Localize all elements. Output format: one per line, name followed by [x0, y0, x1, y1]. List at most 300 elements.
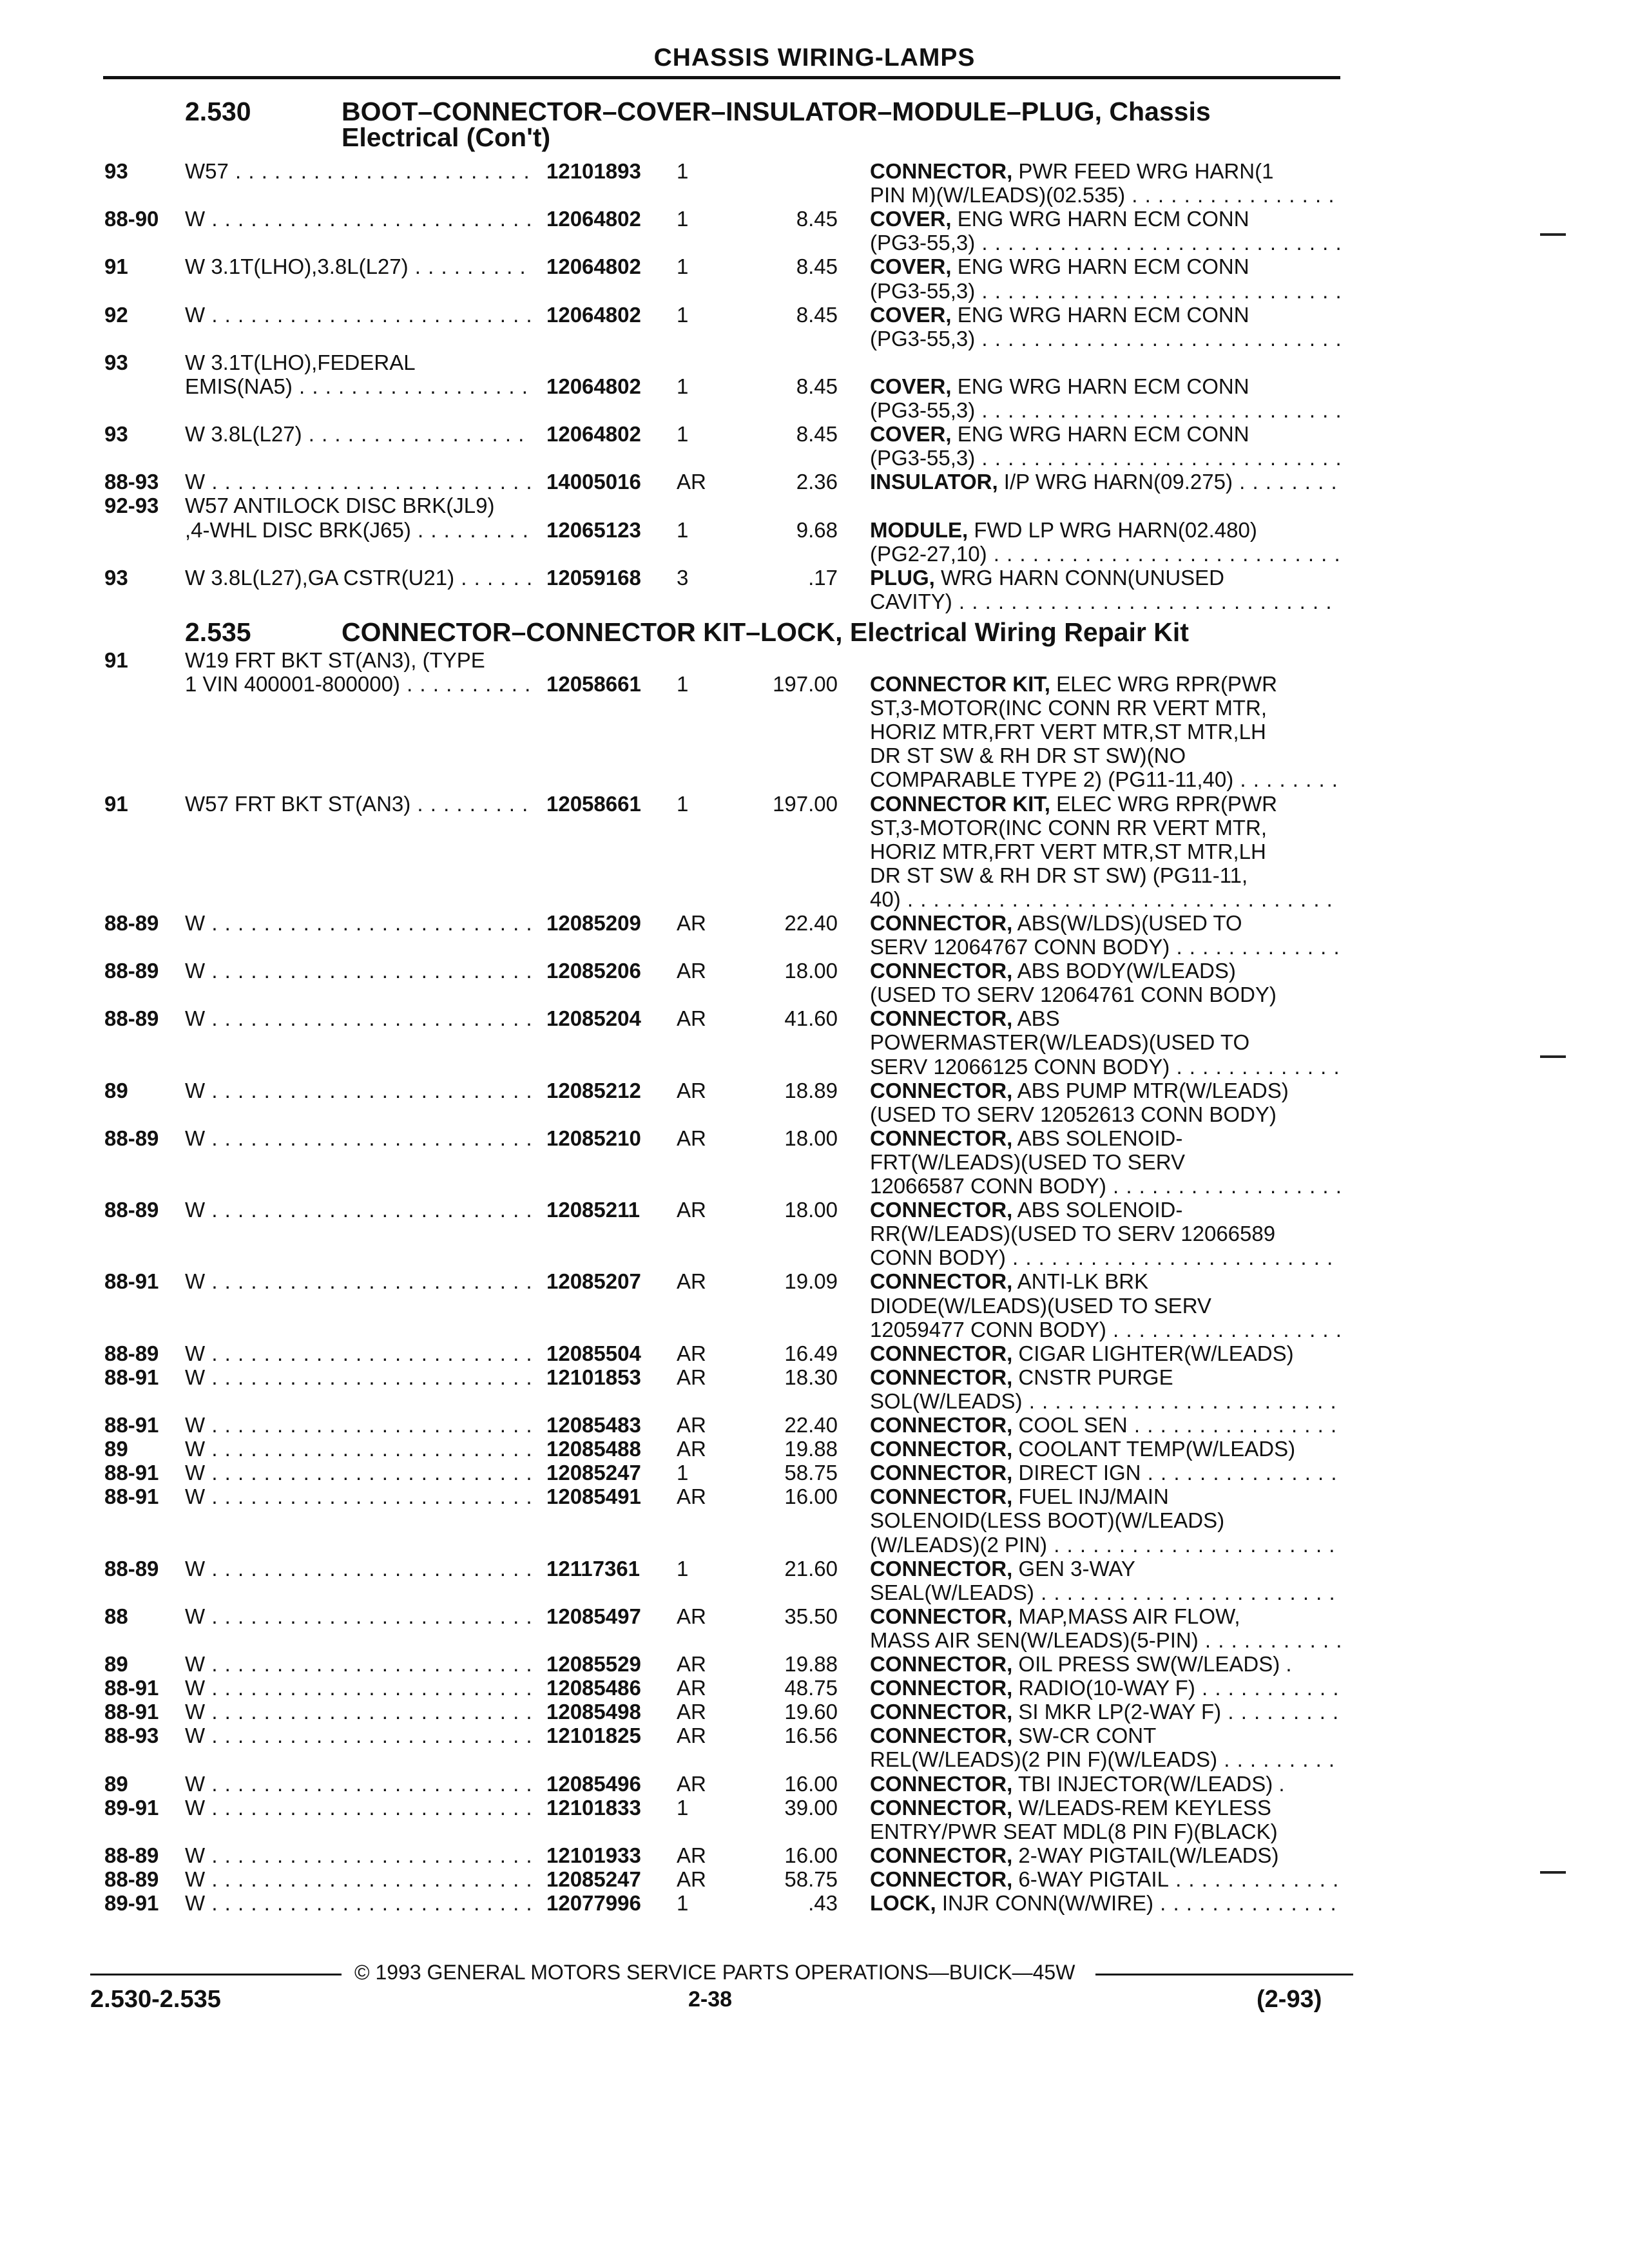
part-name: [870, 1796, 1340, 1820]
model-years: 88: [104, 1604, 128, 1628]
table-row-continuation: [0, 542, 1629, 566]
usage-description: W . . .: [185, 303, 533, 327]
part-name-detail: ABS PUMP MTR(W/LEADS): [1012, 1079, 1289, 1102]
model-years: 91: [104, 792, 128, 816]
table-row: [0, 1485, 1629, 1508]
part-name: [870, 1461, 1340, 1485]
table-row: [0, 1796, 1629, 1820]
part-number: 12085483: [546, 1413, 641, 1437]
table-row-continuation: [0, 1581, 1629, 1604]
footer-date: (2-93): [1257, 1986, 1322, 2013]
usage-description: W 3.1T(LHO),FEDERAL: [185, 351, 416, 374]
part-name: [870, 983, 1340, 1006]
table-row: [0, 374, 1629, 398]
part-name: [870, 422, 1340, 446]
usage-description: W . . .: [185, 1413, 533, 1437]
model-years: 88-89: [104, 911, 159, 935]
usage-description: W . . .: [185, 470, 533, 494]
quantity: AR: [677, 1843, 706, 1867]
quantity: AR: [677, 1341, 706, 1365]
table-row: [0, 792, 1629, 816]
model-years: 91: [104, 255, 128, 278]
table-row: [0, 494, 1629, 517]
part-name: [870, 255, 1340, 278]
part-name: [870, 1389, 1340, 1413]
price: 197.00: [773, 792, 838, 816]
part-name-detail: (PG3-55,3): [870, 279, 976, 303]
table-row-continuation: [0, 279, 1629, 303]
table-row-continuation: [0, 1389, 1629, 1413]
part-name-detail: INJR CONN(W/WIRE): [936, 1891, 1153, 1915]
table-row-continuation: [0, 1508, 1629, 1532]
model-years: 89: [104, 1772, 128, 1796]
part-name: [870, 672, 1340, 696]
part-name-noun: CONNECTOR,: [870, 1652, 1013, 1676]
part-name: [870, 1604, 1340, 1628]
price: 39.00: [784, 1796, 838, 1820]
usage-description: W . . .: [185, 1198, 533, 1222]
part-number: 12085497: [546, 1604, 641, 1628]
model-years: 93: [104, 351, 128, 374]
part-number: 12064802: [546, 303, 641, 327]
part-name: [870, 1341, 1340, 1365]
table-row-continuation: [0, 720, 1629, 744]
part-name-detail: ABS(W/LDS)(USED TO: [1012, 911, 1242, 935]
quantity: 1: [677, 1557, 689, 1581]
part-name: [870, 1533, 1340, 1557]
part-name-noun: CONNECTOR,: [870, 1867, 1013, 1891]
part-name: [870, 1820, 1340, 1843]
model-years: 89: [104, 1079, 128, 1102]
usage-description: W . . .: [185, 1079, 533, 1102]
table-row: [0, 1772, 1629, 1796]
usage-description: W . . .: [185, 1437, 533, 1461]
table-row-continuation: [0, 446, 1629, 470]
part-name: [870, 767, 1340, 791]
model-years: 88-90: [104, 207, 159, 231]
part-name: [870, 1102, 1340, 1126]
price: 8.45: [796, 303, 838, 327]
part-number: 12085247: [546, 1461, 641, 1485]
footer-section-range: 2.530-2.535: [90, 1986, 221, 2013]
part-name-detail: COOL SEN: [1012, 1413, 1128, 1437]
usage-description: W . . .: [185, 1269, 533, 1293]
part-number: 12085529: [546, 1652, 641, 1676]
footer-rule-right: [1095, 1974, 1353, 1975]
part-name: [870, 183, 1340, 207]
part-name-detail: ST,3-MOTOR(INC CONN RR VERT MTR,: [870, 816, 1268, 840]
model-years: 88-91: [104, 1700, 159, 1724]
part-number: 12101833: [546, 1796, 641, 1820]
table-row: [0, 1269, 1629, 1293]
part-name: [870, 887, 1340, 911]
part-name-detail: SERV 12066125 CONN BODY): [870, 1055, 1170, 1079]
quantity: 1: [677, 1891, 689, 1915]
part-number: 12101933: [546, 1843, 641, 1867]
price: 19.60: [784, 1700, 838, 1724]
model-years: 89: [104, 1652, 128, 1676]
usage-description: W . . .: [185, 1891, 533, 1915]
part-name: [870, 1126, 1340, 1150]
model-years: 88-89: [104, 1198, 159, 1222]
model-years: 89: [104, 1437, 128, 1461]
quantity: AR: [677, 1485, 706, 1508]
part-name-detail: MASS AIR SEN(W/LEADS)(5-PIN): [870, 1628, 1199, 1652]
part-number: 14005016: [546, 470, 641, 494]
usage-description: W57 ANTILOCK DISC BRK(JL9): [185, 494, 495, 517]
section-number: 2.535: [185, 617, 251, 647]
part-name: [870, 1174, 1340, 1198]
part-name-noun: CONNECTOR,: [870, 1006, 1013, 1030]
price: 48.75: [784, 1676, 838, 1700]
model-years: 91: [104, 648, 128, 672]
part-number: 12085504: [546, 1341, 641, 1365]
part-name-detail: (PG2-27,10): [870, 542, 987, 566]
table-row-continuation: [0, 1318, 1629, 1341]
quantity: AR: [677, 1079, 706, 1102]
usage-description: W . . .: [185, 1341, 533, 1365]
part-number: 12085498: [546, 1700, 641, 1724]
model-years: 88-89: [104, 1006, 159, 1030]
table-row-continuation: [0, 1174, 1629, 1198]
table-row: [0, 1006, 1629, 1030]
model-years: 88-93: [104, 1724, 159, 1747]
model-years: 88-89: [104, 1126, 159, 1150]
table-row: [0, 518, 1629, 542]
quantity: 1: [677, 1461, 689, 1485]
price: 2.36: [796, 470, 838, 494]
usage-description: ,4-WHL DISC BRK(J65) . . .: [185, 518, 533, 542]
quantity: AR: [677, 1867, 706, 1891]
part-number: 12085207: [546, 1269, 641, 1293]
part-name-noun: CONNECTOR,: [870, 1126, 1013, 1150]
price: 41.60: [784, 1006, 838, 1030]
usage-description: W . . .: [185, 1652, 533, 1676]
part-name-detail: ENG WRG HARN ECM CONN: [951, 303, 1249, 327]
part-name-detail: ELEC WRG RPR(PWR: [1050, 792, 1277, 816]
part-name: [870, 1891, 1340, 1915]
part-name: [870, 959, 1340, 983]
part-name-detail: ABS: [1012, 1006, 1060, 1030]
part-name-detail: SI MKR LP(2-WAY F): [1012, 1700, 1222, 1724]
quantity: 1: [677, 303, 689, 327]
table-row-continuation: [0, 1055, 1629, 1079]
part-name-detail: 40): [870, 887, 901, 911]
usage-description: W . . .: [185, 1557, 533, 1581]
price: 16.49: [784, 1341, 838, 1365]
part-name-noun: CONNECTOR,: [870, 1700, 1013, 1724]
quantity: 1: [677, 792, 689, 816]
table-row-continuation: [0, 1030, 1629, 1054]
part-name-noun: CONNECTOR KIT,: [870, 792, 1050, 816]
price: 18.00: [784, 959, 838, 983]
table-row: [0, 672, 1629, 696]
part-name-detail: (PG3-55,3): [870, 231, 976, 255]
model-years: 88-91: [104, 1269, 159, 1293]
part-name-detail: (W/LEADS)(2 PIN): [870, 1533, 1048, 1557]
part-number: 12101853: [546, 1365, 641, 1389]
usage-description: W . . .: [185, 1365, 533, 1389]
part-name: [870, 1079, 1340, 1102]
part-name-noun: COVER,: [870, 422, 952, 446]
usage-description: W . . .: [185, 1676, 533, 1700]
table-row-continuation: [0, 590, 1629, 613]
usage-description: W . . .: [185, 1772, 533, 1796]
part-name: [870, 1508, 1340, 1532]
part-name: [870, 231, 1340, 255]
part-name-noun: CONNECTOR,: [870, 1796, 1013, 1820]
part-name-detail: 6-WAY PIGTAIL: [1012, 1867, 1169, 1891]
part-name-detail: FWD LP WRG HARN(02.480): [968, 518, 1257, 542]
model-years: 92: [104, 303, 128, 327]
part-name-noun: CONNECTOR,: [870, 1772, 1013, 1796]
part-name-detail: OIL PRESS SW(W/LEADS) .: [1012, 1652, 1292, 1676]
table-row-continuation: [0, 816, 1629, 840]
part-name-detail: (PG3-55,3): [870, 327, 976, 351]
footer-page-number: 2-38: [688, 1987, 733, 2012]
price: 18.00: [784, 1198, 838, 1222]
model-years: 88-91: [104, 1676, 159, 1700]
price: 8.45: [796, 207, 838, 231]
part-number: 12059168: [546, 566, 641, 590]
quantity: AR: [677, 1413, 706, 1437]
usage-description: W . . .: [185, 1700, 533, 1724]
part-name: [870, 1724, 1340, 1747]
table-row: [0, 470, 1629, 494]
part-name-noun: COVER,: [870, 207, 952, 231]
table-row-continuation: [0, 1102, 1629, 1126]
price: 18.89: [784, 1079, 838, 1102]
part-name: [870, 744, 1340, 767]
part-name: [870, 1245, 1340, 1269]
part-name: [870, 279, 1340, 303]
usage-description: W . . .: [185, 207, 533, 231]
part-name: [870, 792, 1340, 816]
part-name: [870, 696, 1340, 720]
part-number: 12058661: [546, 672, 641, 696]
part-name: [870, 207, 1340, 231]
model-years: 89-91: [104, 1891, 159, 1915]
table-row-continuation: [0, 863, 1629, 887]
quantity: 1: [677, 672, 689, 696]
part-name-detail: CONN BODY): [870, 1245, 1006, 1269]
part-name-noun: INSULATOR,: [870, 470, 998, 494]
table-row-continuation: [0, 1747, 1629, 1771]
part-name-detail: 12066587 CONN BODY): [870, 1174, 1106, 1198]
margin-mark: [1540, 1055, 1566, 1058]
quantity: AR: [677, 911, 706, 935]
price: 197.00: [773, 672, 838, 696]
part-name-noun: CONNECTOR,: [870, 1461, 1013, 1485]
part-name-detail: W/LEADS-REM KEYLESS: [1012, 1796, 1271, 1820]
part-name: [870, 1365, 1340, 1389]
table-row: [0, 1724, 1629, 1747]
part-name-noun: CONNECTOR,: [870, 1365, 1013, 1389]
part-number: 12064802: [546, 207, 641, 231]
part-name-noun: CONNECTOR,: [870, 1843, 1013, 1867]
usage-description: W19 FRT BKT ST(AN3), (TYPE: [185, 648, 485, 672]
model-years: 93: [104, 422, 128, 446]
part-name-detail: ABS BODY(W/LEADS): [1012, 959, 1236, 983]
part-name: [870, 1747, 1340, 1771]
part-name: [870, 1772, 1340, 1796]
table-row: [0, 159, 1629, 183]
part-name-detail: GEN 3-WAY: [1012, 1557, 1135, 1581]
table-row-continuation: [0, 887, 1629, 911]
table-row-continuation: [0, 744, 1629, 767]
part-name-noun: PLUG,: [870, 566, 935, 590]
part-name: [870, 1055, 1340, 1079]
usage-description: W . . .: [185, 959, 533, 983]
part-name: [870, 1652, 1340, 1676]
usage-description: W . . .: [185, 1006, 533, 1030]
part-number: 12101893: [546, 159, 641, 183]
part-name-detail: 2-WAY PIGTAIL(W/LEADS): [1012, 1843, 1279, 1867]
part-name-detail: ST,3-MOTOR(INC CONN RR VERT MTR,: [870, 696, 1268, 720]
quantity: AR: [677, 1772, 706, 1796]
usage-description: W . . .: [185, 1724, 533, 1747]
model-years: 88-89: [104, 1341, 159, 1365]
table-row: [0, 1413, 1629, 1437]
price: 8.45: [796, 255, 838, 278]
part-name: [870, 911, 1340, 935]
part-number: 12085491: [546, 1485, 641, 1508]
usage-description: W . . .: [185, 911, 533, 935]
part-number: 12065123: [546, 518, 641, 542]
table-row-continuation: [0, 1222, 1629, 1245]
part-name: [870, 1628, 1340, 1652]
quantity: AR: [677, 959, 706, 983]
usage-description: W 3.1T(LHO),3.8L(L27) . . .: [185, 255, 533, 278]
part-name-detail: ANTI-LK BRK: [1012, 1269, 1149, 1293]
table-row: [0, 1557, 1629, 1581]
table-row: [0, 422, 1629, 446]
table-row: [0, 911, 1629, 935]
table-row-continuation: [0, 1150, 1629, 1174]
part-name-detail: POWERMASTER(W/LEADS)(USED TO: [870, 1030, 1250, 1054]
part-name: [870, 720, 1340, 744]
price: .17: [808, 566, 838, 590]
price: 18.00: [784, 1126, 838, 1150]
price: 19.88: [784, 1652, 838, 1676]
quantity: AR: [677, 1676, 706, 1700]
usage-description: W57 . . .: [185, 159, 533, 183]
model-years: 88-91: [104, 1365, 159, 1389]
part-name: [870, 542, 1340, 566]
part-name-detail: DIRECT IGN: [1012, 1461, 1141, 1485]
part-name: [870, 518, 1340, 542]
table-row-continuation: [0, 398, 1629, 422]
table-row: [0, 1700, 1629, 1724]
part-name: [870, 303, 1340, 327]
part-name-detail: HORIZ MTR,FRT VERT MTR,ST MTR,LH: [870, 720, 1266, 744]
part-name-noun: CONNECTOR,: [870, 1604, 1013, 1628]
part-name-detail: ENG WRG HARN ECM CONN: [951, 374, 1249, 398]
part-name-detail: ENG WRG HARN ECM CONN: [951, 207, 1249, 231]
table-row: [0, 1891, 1629, 1915]
header-rule: [103, 76, 1340, 79]
part-name: [870, 840, 1340, 863]
part-name: [870, 1843, 1340, 1867]
page-header: CHASSIS WIRING-LAMPS: [653, 44, 976, 72]
part-name: [870, 159, 1340, 183]
price: 19.88: [784, 1437, 838, 1461]
usage-description: W57 FRT BKT ST(AN3) . . .: [185, 792, 533, 816]
quantity: AR: [677, 1724, 706, 1747]
table-row-continuation: [0, 696, 1629, 720]
table-row: [0, 648, 1629, 672]
quantity: AR: [677, 1126, 706, 1150]
section-title-cont: Electrical (Con't): [342, 122, 551, 152]
table-row: [0, 1079, 1629, 1102]
table-row: [0, 959, 1629, 983]
price: 16.00: [784, 1772, 838, 1796]
part-name: [870, 1485, 1340, 1508]
table-row: [0, 1437, 1629, 1461]
part-number: 12077996: [546, 1891, 641, 1915]
quantity: 1: [677, 374, 689, 398]
table-row: [0, 1604, 1629, 1628]
table-row: [0, 1867, 1629, 1891]
table-row: [0, 566, 1629, 590]
usage-description: W 3.8L(L27),GA CSTR(U21) . . .: [185, 566, 533, 590]
part-number: 12085212: [546, 1079, 641, 1102]
table-row-continuation: [0, 840, 1629, 863]
part-name-detail: COOLANT TEMP(W/LEADS): [1012, 1437, 1296, 1461]
quantity: AR: [677, 1437, 706, 1461]
part-number: 12064802: [546, 255, 641, 278]
part-name-detail: ENG WRG HARN ECM CONN: [951, 255, 1249, 278]
usage-description: W . . .: [185, 1485, 533, 1508]
part-name: [870, 816, 1340, 840]
part-number: 12085210: [546, 1126, 641, 1150]
model-years: 88-89: [104, 1867, 159, 1891]
price: 16.00: [784, 1843, 838, 1867]
part-name: [870, 470, 1340, 494]
footer-copyright: © 1993 GENERAL MOTORS SERVICE PARTS OPERATIONS—BUICK—45W: [354, 1961, 1075, 1984]
price: 58.75: [784, 1867, 838, 1891]
table-row: [0, 1126, 1629, 1150]
price: 58.75: [784, 1461, 838, 1485]
part-number: 12058661: [546, 792, 641, 816]
part-name: [870, 1437, 1340, 1461]
part-name: [870, 1294, 1340, 1318]
quantity: AR: [677, 1604, 706, 1628]
part-number: 12085486: [546, 1676, 641, 1700]
part-name-noun: CONNECTOR,: [870, 1269, 1013, 1293]
part-name-detail: (PG3-55,3): [870, 398, 976, 422]
part-name: [870, 1198, 1340, 1222]
part-name-detail: SOLENOID(LESS BOOT)(W/LEADS): [870, 1508, 1225, 1532]
quantity: AR: [677, 1365, 706, 1389]
part-name-detail: CNSTR PURGE: [1012, 1365, 1173, 1389]
part-name: [870, 566, 1340, 590]
model-years: 88-91: [104, 1413, 159, 1437]
part-name-detail: REL(W/LEADS)(2 PIN F)(W/LEADS): [870, 1747, 1218, 1771]
part-name: [870, 1318, 1340, 1341]
price: 16.56: [784, 1724, 838, 1747]
price: 19.09: [784, 1269, 838, 1293]
part-name-noun: COVER,: [870, 303, 952, 327]
table-row-continuation: [0, 183, 1629, 207]
price: 9.68: [796, 518, 838, 542]
part-name-detail: CIGAR LIGHTER(W/LEADS): [1012, 1341, 1294, 1365]
part-number: 12085206: [546, 959, 641, 983]
table-row: [0, 1341, 1629, 1365]
part-name-noun: CONNECTOR,: [870, 1079, 1013, 1102]
quantity: AR: [677, 1269, 706, 1293]
table-row: [0, 1461, 1629, 1485]
